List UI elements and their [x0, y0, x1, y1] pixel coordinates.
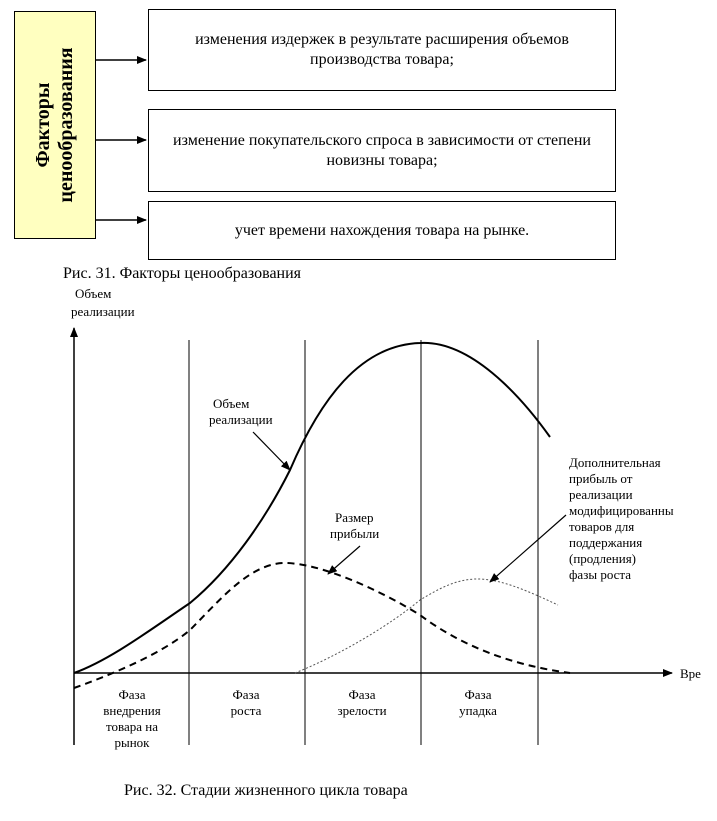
- phase-4-line-2: упадка: [459, 703, 497, 718]
- sales-annotation-line-2: реализации: [209, 412, 273, 427]
- sales-pointer-arrow: [253, 432, 290, 470]
- profit-annotation-line-2: прибыли: [330, 526, 380, 541]
- phase-label-decline: [459, 687, 497, 718]
- phase-3-line-2: зрелости: [337, 703, 387, 718]
- phase-label-maturity: [337, 687, 386, 718]
- factor-text-2: изменение покупательского спроса в зависимости от степени новизны товара;: [173, 131, 591, 169]
- figure-31-caption: Рис. 31. Факторы ценообразования: [63, 265, 302, 282]
- extra-profit-pointer-arrow: [490, 515, 566, 582]
- phase-1-line-2: внедрения: [103, 703, 161, 718]
- sales-annotation-line-1: Объем: [213, 396, 250, 411]
- sales-volume-curve: [74, 343, 550, 673]
- phase-2-line-2: роста: [230, 703, 262, 718]
- phase-4-line-1: Фаза: [464, 687, 492, 702]
- extra-annotation-line-8: фазы роста: [569, 567, 632, 582]
- extra-profit-annotation: [569, 455, 674, 582]
- phase-1-line-4: рынок: [114, 735, 150, 750]
- y-axis-label-line-2: реализации: [71, 304, 135, 319]
- factors-title-line-2: ценообразования: [55, 47, 77, 203]
- extra-annotation-line-1: Дополнительная: [569, 455, 661, 470]
- factor-text-3: учет времени нахождения товара на рынке.: [234, 221, 530, 239]
- y-axis-label-line-1: Объем: [75, 286, 112, 301]
- phase-3-line-1: Фаза: [348, 687, 376, 702]
- phase-label-growth: [231, 687, 262, 718]
- extra-annotation-line-3: реализации: [569, 487, 633, 502]
- phase-label-introduction: [103, 687, 160, 750]
- phase-1-line-1: Фаза: [118, 687, 146, 702]
- profit-annotation-line-1: Размер: [335, 510, 374, 525]
- extra-annotation-line-6: поддержания: [569, 535, 643, 550]
- figure-32-caption: Рис. 32. Стадии жизненного цикла товара: [124, 782, 408, 799]
- factor-text-1: изменения издержек в результате расширения объемов производства товара;: [195, 31, 569, 68]
- extra-annotation-line-5: товаров для: [569, 519, 635, 534]
- x-axis-label: Вре: [680, 666, 701, 681]
- phase-2-line-1: Фаза: [232, 687, 260, 702]
- profit-pointer-arrow: [328, 546, 360, 574]
- profit-curve: [74, 563, 570, 688]
- extra-annotation-line-2: прибыль от: [569, 471, 633, 486]
- factors-title-line-1: Факторы: [32, 82, 54, 168]
- extra-annotation-line-7: (продления): [569, 551, 637, 566]
- extra-annotation-line-4: модифицированны: [569, 503, 674, 518]
- phase-1-line-3: товара на: [106, 719, 158, 734]
- extra-profit-curve: [295, 579, 558, 673]
